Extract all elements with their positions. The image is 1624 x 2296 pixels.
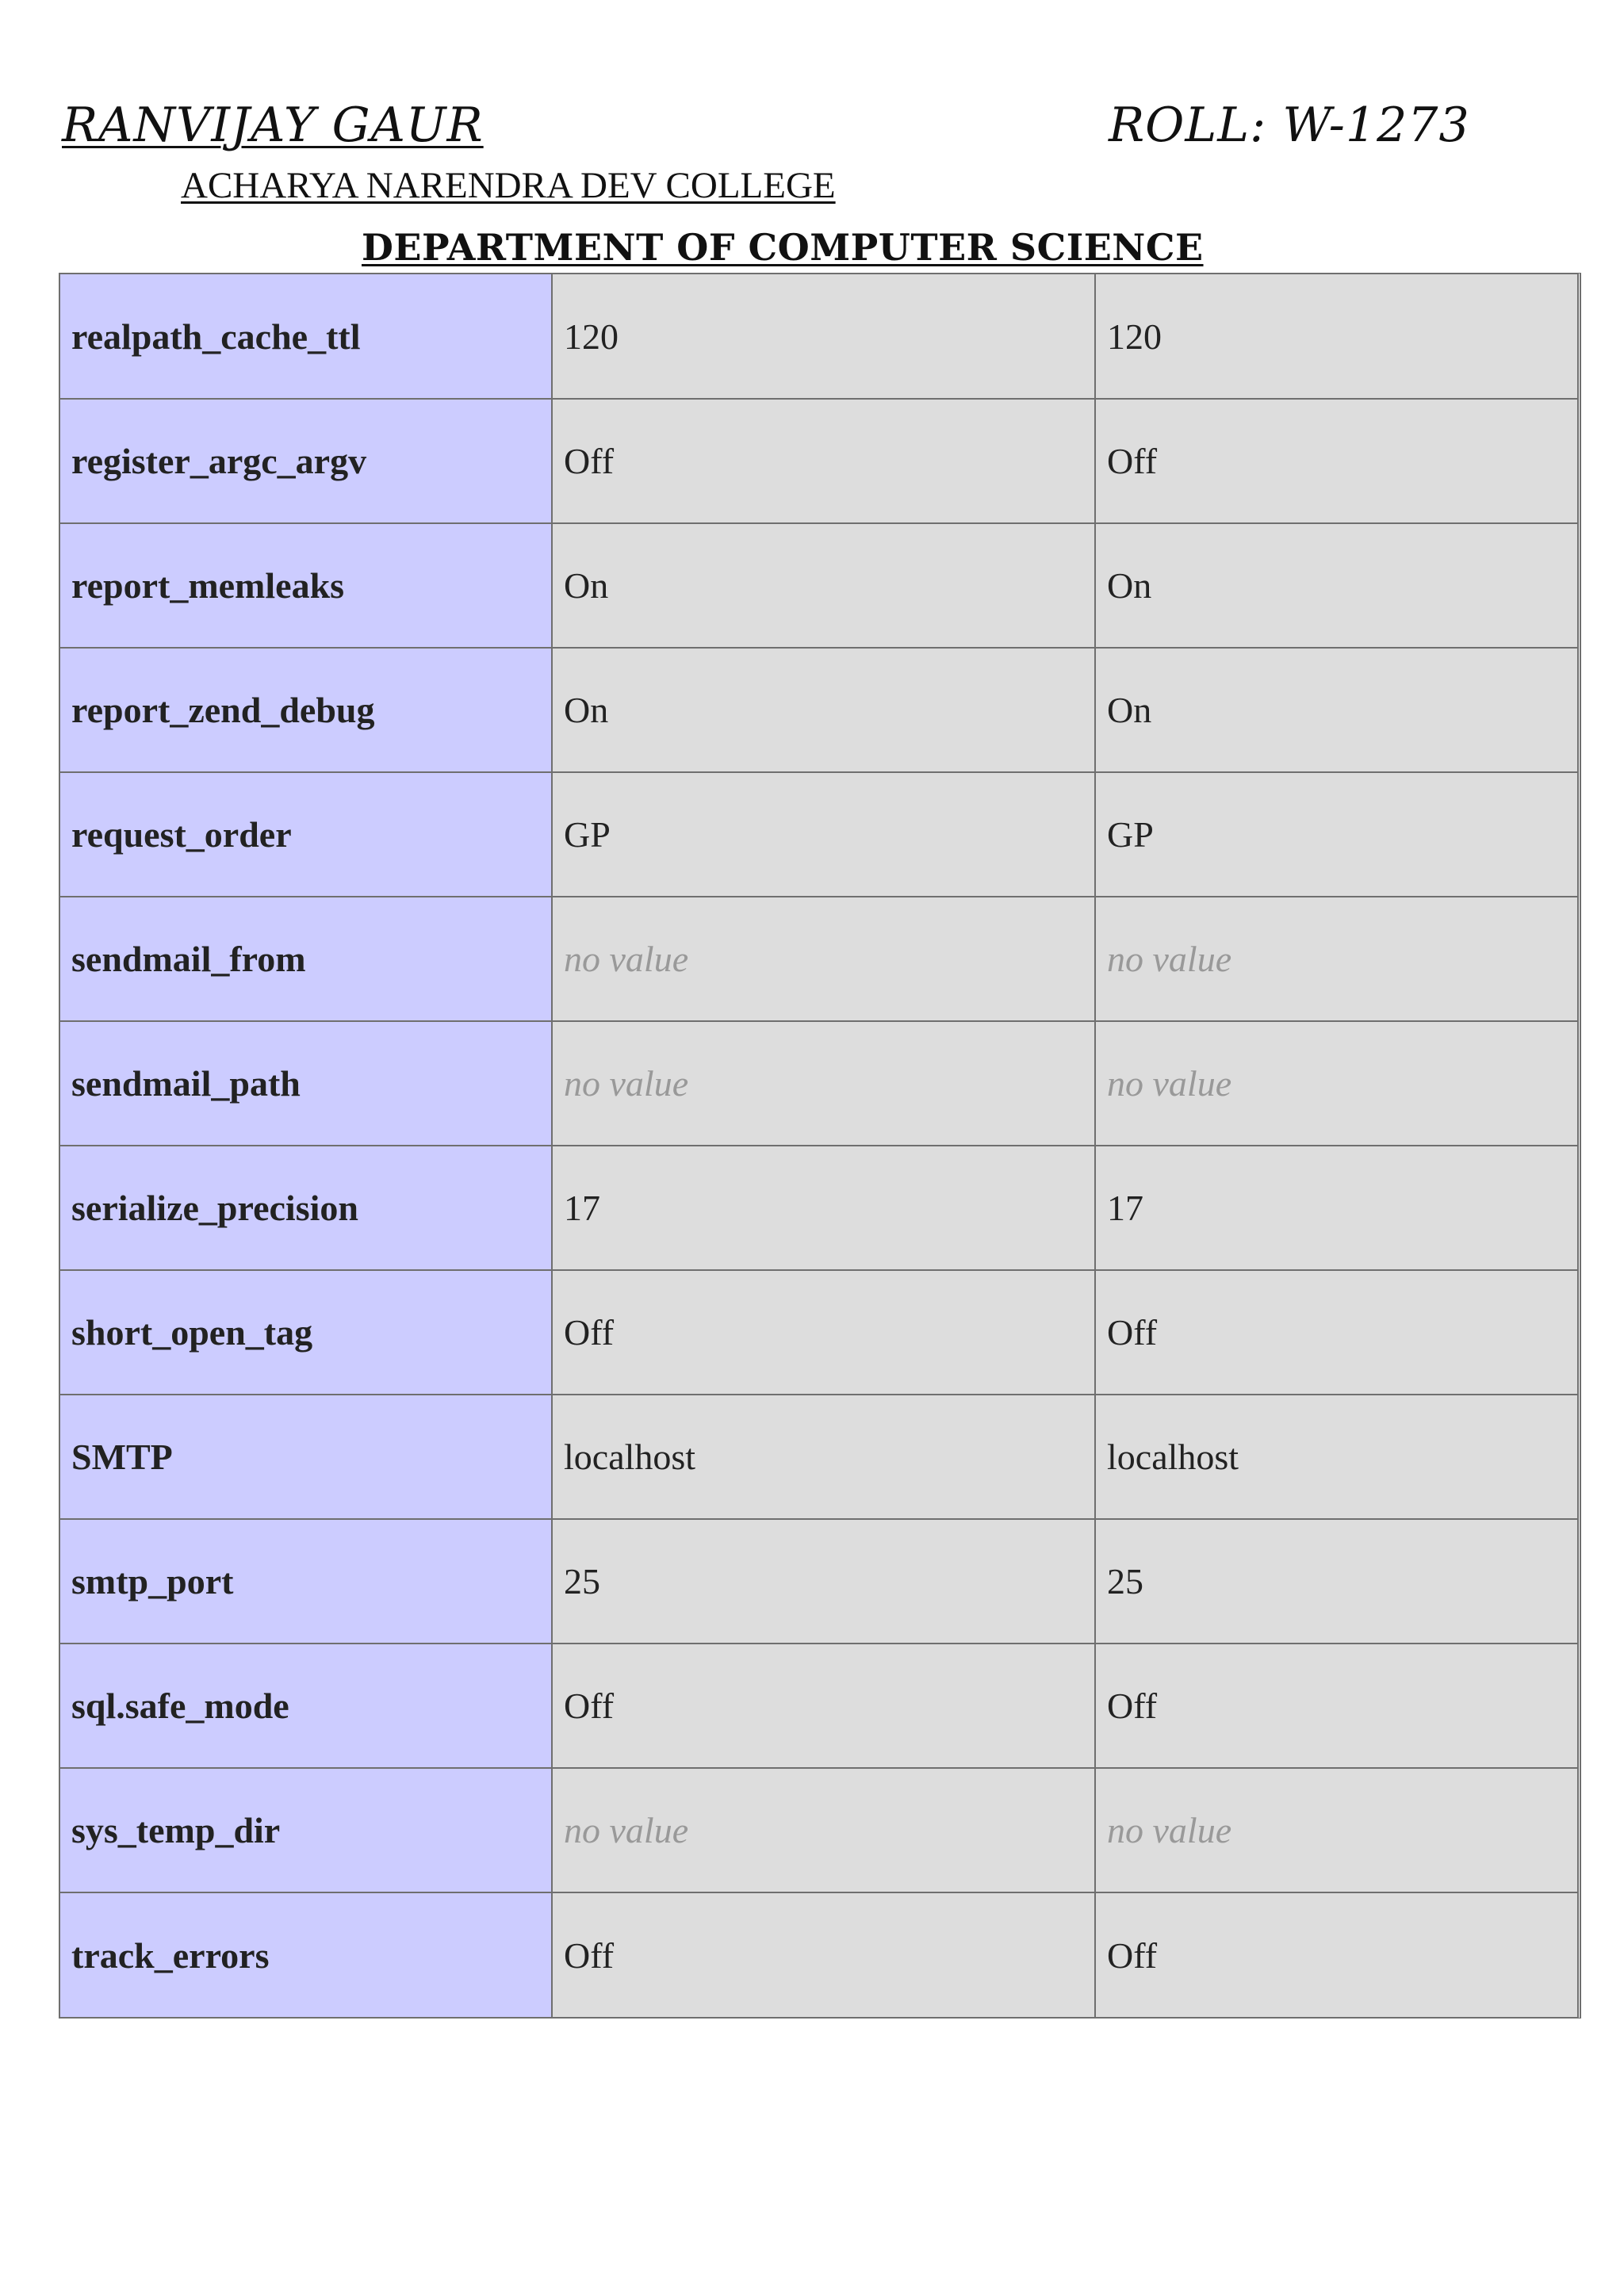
master-value-cell: Off xyxy=(1095,399,1577,523)
directive-name-cell: sendmail_path xyxy=(60,1021,552,1146)
table-row xyxy=(60,274,1577,399)
table-row xyxy=(60,1270,1577,1395)
directive-name-cell: SMTP xyxy=(60,1395,552,1519)
master-value-cell: 120 xyxy=(1095,274,1577,399)
master-value-cell: Off xyxy=(1095,1644,1577,1768)
local-value-cell: no value xyxy=(552,1021,1095,1146)
table-row xyxy=(60,1768,1577,1892)
master-value-cell: no value xyxy=(1095,1768,1577,1892)
department-title: DEPARTMENT OF COMPUTER SCIENCE xyxy=(362,226,1204,269)
local-value-cell: no value xyxy=(552,1768,1095,1892)
php-config-table-body xyxy=(60,274,1577,2017)
master-value-cell: 25 xyxy=(1095,1519,1577,1644)
student-name: RANVIJAY GAUR xyxy=(62,98,484,153)
directive-name-cell: sql.safe_mode xyxy=(60,1644,552,1768)
local-value-cell: 25 xyxy=(552,1519,1095,1644)
directive-name-cell: sys_temp_dir xyxy=(60,1768,552,1892)
php-config-table xyxy=(60,274,1577,2017)
master-value-cell: 17 xyxy=(1095,1146,1577,1270)
local-value-cell: Off xyxy=(552,1892,1095,2017)
table-row xyxy=(60,399,1577,523)
local-value-cell: On xyxy=(552,523,1095,648)
directive-name-cell: request_order xyxy=(60,772,552,897)
master-value-cell: GP xyxy=(1095,772,1577,897)
roll-number: ROLL: W-1273 xyxy=(1109,98,1470,153)
directive-name-cell: serialize_precision xyxy=(60,1146,552,1270)
directive-name-cell: register_argc_argv xyxy=(60,399,552,523)
directive-name-cell: report_zend_debug xyxy=(60,648,552,772)
directive-name-cell: track_errors xyxy=(60,1892,552,2017)
table-row xyxy=(60,1146,1577,1270)
table-row xyxy=(60,1644,1577,1768)
local-value-cell: Off xyxy=(552,1270,1095,1395)
directive-name-cell: sendmail_from xyxy=(60,897,552,1021)
local-value-cell: On xyxy=(552,648,1095,772)
master-value-cell: On xyxy=(1095,523,1577,648)
master-value-cell: Off xyxy=(1095,1892,1577,2017)
directive-name-cell: short_open_tag xyxy=(60,1270,552,1395)
master-value-cell: no value xyxy=(1095,897,1577,1021)
master-value-cell: localhost xyxy=(1095,1395,1577,1519)
php-config-table-container xyxy=(59,273,1581,2019)
college-name: ACHARYA NARENDRA DEV COLLEGE xyxy=(181,165,836,206)
local-value-cell: no value xyxy=(552,897,1095,1021)
master-value-cell: no value xyxy=(1095,1021,1577,1146)
table-row xyxy=(60,1021,1577,1146)
master-value-cell: On xyxy=(1095,648,1577,772)
local-value-cell: 17 xyxy=(552,1146,1095,1270)
directive-name-cell: report_memleaks xyxy=(60,523,552,648)
table-row xyxy=(60,1395,1577,1519)
table-row xyxy=(60,523,1577,648)
directive-name-cell: realpath_cache_ttl xyxy=(60,274,552,399)
master-value-cell: Off xyxy=(1095,1270,1577,1395)
local-value-cell: localhost xyxy=(552,1395,1095,1519)
table-row xyxy=(60,772,1577,897)
table-row xyxy=(60,897,1577,1021)
local-value-cell: Off xyxy=(552,399,1095,523)
local-value-cell: 120 xyxy=(552,274,1095,399)
table-row xyxy=(60,1892,1577,2017)
table-row xyxy=(60,648,1577,772)
local-value-cell: Off xyxy=(552,1644,1095,1768)
directive-name-cell: smtp_port xyxy=(60,1519,552,1644)
local-value-cell: GP xyxy=(552,772,1095,897)
table-row xyxy=(60,1519,1577,1644)
